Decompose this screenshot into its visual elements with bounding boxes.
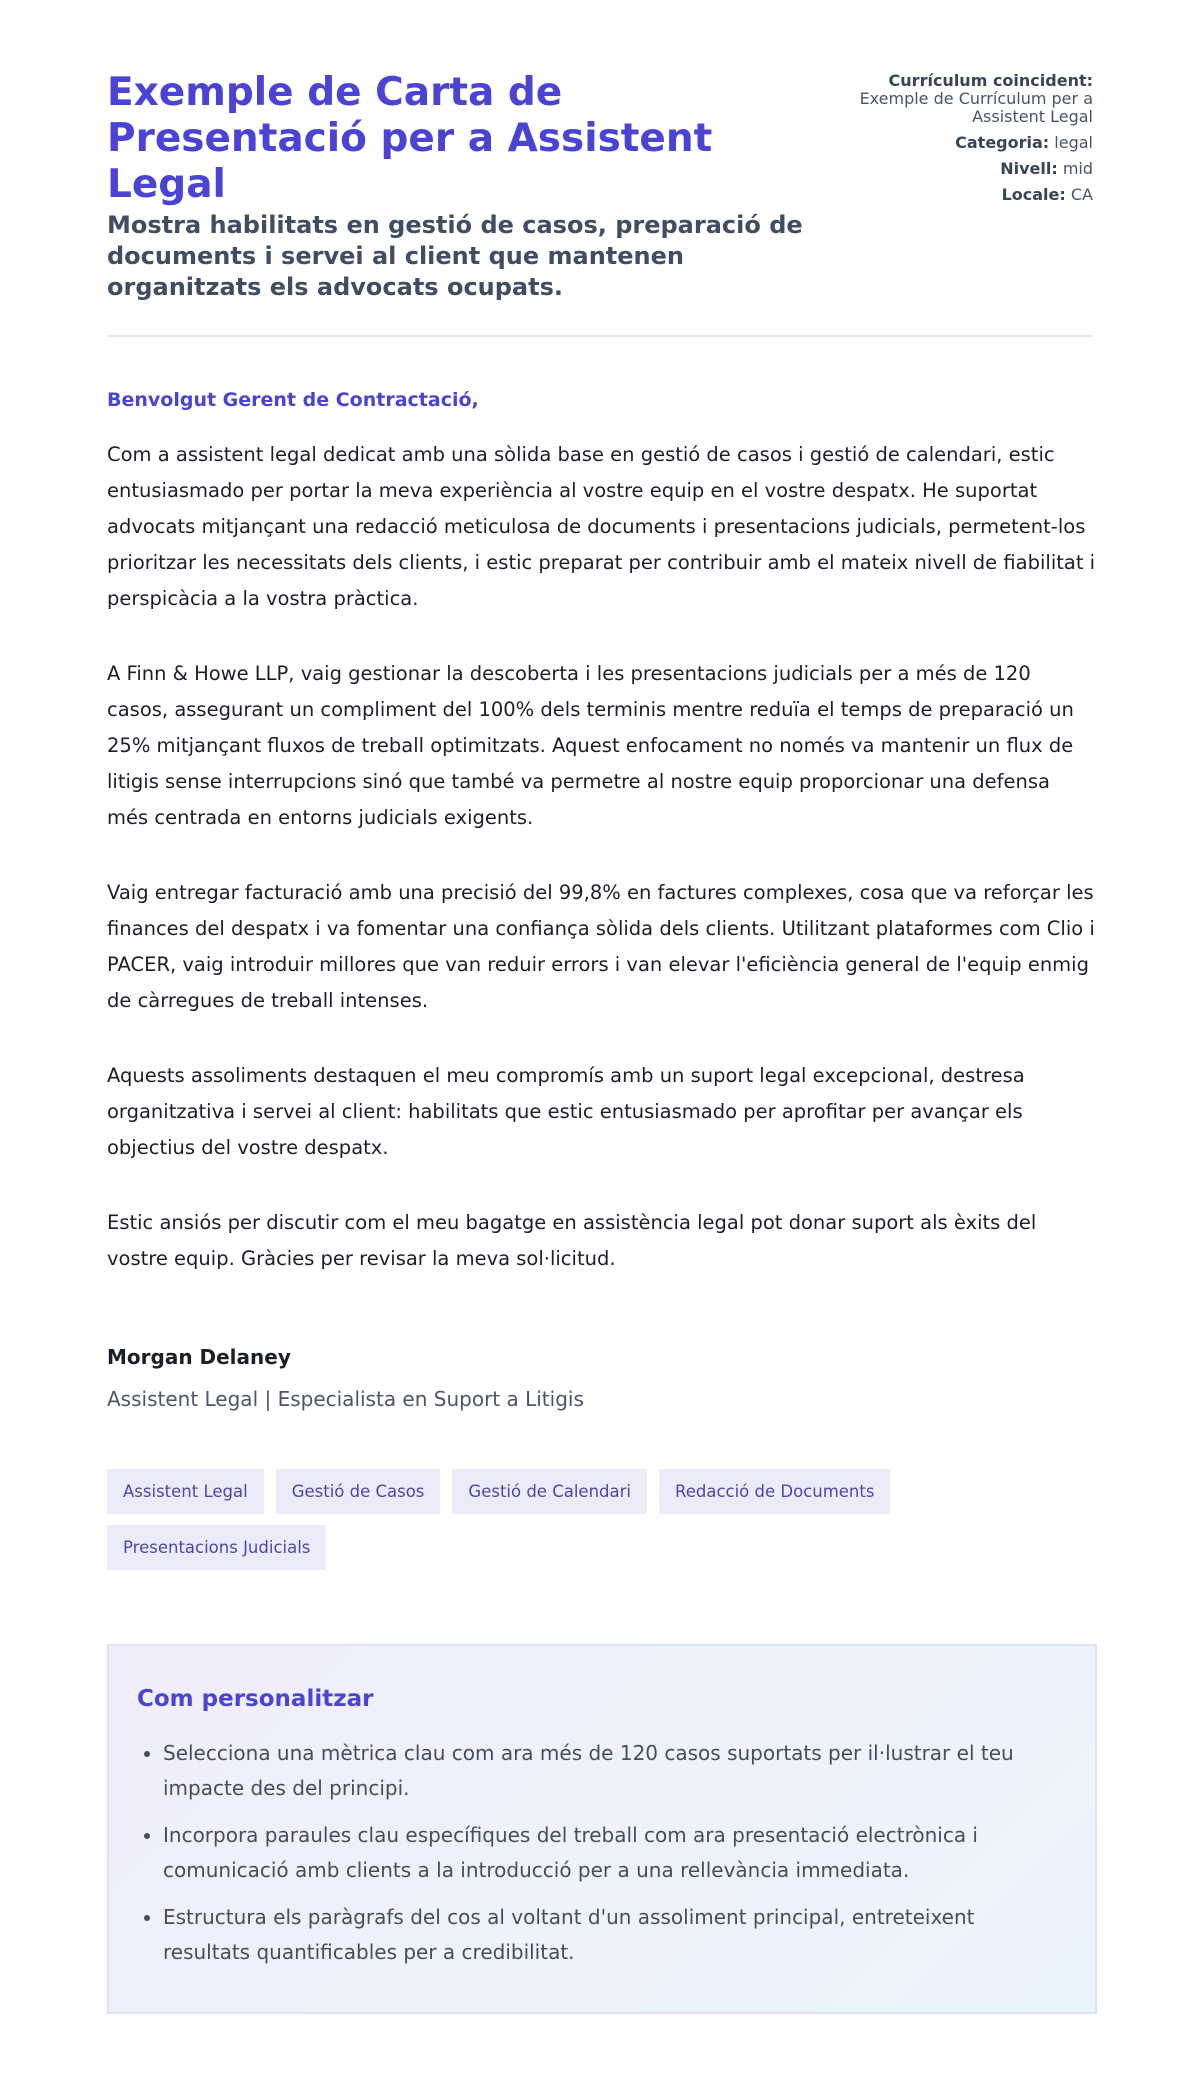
tip-item: • Incorpora paraules clau específiques del treball com ara presentació electrònica i comunicació amb clients a la introducció per a una rellevància immediata. xyxy=(163,1818,1067,1888)
page-title: Exemple de Carta de Presentació per a Assistent Legal xyxy=(107,70,713,207)
signature-title: Assistent Legal | Especialista en Suport a Litigis xyxy=(107,1387,584,1411)
tip-item: • Estructura els paràgrafs del cos al voltant d'un assoliment principal, entreteixent resultats quantificables per a credibilitat. xyxy=(163,1900,1067,1970)
skill-tag: Redacció de Documents xyxy=(659,1469,890,1514)
meta-category-value: legal xyxy=(1054,133,1093,152)
tip-item: • Selecciona una mètrica clau com ara més de 120 casos suportats per il·lustrar el teu impacte des del principi. xyxy=(163,1736,1067,1806)
meta-matched-resume xyxy=(853,72,1093,126)
meta-level xyxy=(853,160,1093,178)
meta-panel xyxy=(853,70,1093,212)
letter-paragraph: Com a assistent legal dedicat amb una sòlida base en gestió de casos i gestió de calendari, estic entusiasmado per portar la meva experiència al vostre equip en el vostre despatx. He suportat advocats mitjançant una redacció meticulosa de documents i presentacions judicials, permetent-los prioritzar les necessitats dels clients, i estic preparat per contribuir amb el mateix nivell de fiabilitat i perspicàcia a la vostra pràctica. xyxy=(107,443,1096,610)
skill-tags xyxy=(107,1469,1097,1570)
header-left xyxy=(107,70,807,303)
tips-list xyxy=(137,1736,1067,1970)
skill-tag: Gestió de Calendari xyxy=(452,1469,647,1514)
meta-locale-value: CA xyxy=(1070,185,1093,204)
customization-tips-box xyxy=(107,1644,1097,2014)
meta-level-value: mid xyxy=(1062,159,1093,178)
meta-category-label: Categoria: xyxy=(955,133,1050,152)
meta-locale xyxy=(853,186,1093,204)
page-header xyxy=(107,70,1093,337)
skill-tag: Gestió de Casos xyxy=(276,1469,441,1514)
meta-matched-resume-label: Currículum coincident: xyxy=(888,71,1093,90)
skill-tag: Assistent Legal xyxy=(107,1469,264,1514)
tips-title: Com personalitzar xyxy=(137,1686,374,1712)
signature-name: Morgan Delaney xyxy=(107,1345,291,1369)
letter-paragraph: Vaig entregar facturació amb una precisió del 99,8% en factures complexes, cosa que va reforçar les finances del despatx i va fomentar una confiança sòlida dels clients. Utilitzant plataformes com Clio i PACER, vaig introduir millores que van reduir errors i van elevar l'eficiència general de l'equip enmig de càrregues de treball intenses. xyxy=(107,881,1095,1012)
meta-locale-label: Locale: xyxy=(1001,185,1066,204)
letter-paragraph: A Finn & Howe LLP, vaig gestionar la descoberta i les presentacions judicials per a més de 120 casos, assegurant un compliment del 100% dels terminis mentre reduïa el temps de preparació un 25% mitjançant fluxos de treball optimitzats. Aquest enfocament no només va mantenir un flux de litigis sense interrupcions sinó que també va permetre al nostre equip proporcionar una defensa més centrada en entorns judicials exigents. xyxy=(107,662,1074,829)
meta-category xyxy=(853,134,1093,152)
letter-paragraph: Estic ansiós per discutir com el meu bagatge en assistència legal pot donar suport als èxits del vostre equip. Gràcies per revisar la meva sol·licitud. xyxy=(107,1211,1037,1270)
meta-level-label: Nivell: xyxy=(1000,159,1058,178)
meta-matched-resume-value: Exemple de Currículum per a Assistent Legal xyxy=(859,89,1093,126)
page-subtitle: Mostra habilitats en gestió de casos, preparació de documents i servei al client que mantenen organitzats els advocats ocupats. xyxy=(107,211,803,301)
letter-greeting: Benvolgut Gerent de Contractació, xyxy=(107,389,479,411)
skill-tag: Presentacions Judicials xyxy=(107,1525,326,1570)
letter-paragraph: Aquests assoliments destaquen el meu compromís amb un suport legal excepcional, destresa organitzativa i servei al client: habilitats que estic entusiasmado per aprofitar per avançar els objectius del vostre despatx. xyxy=(107,1064,1025,1159)
